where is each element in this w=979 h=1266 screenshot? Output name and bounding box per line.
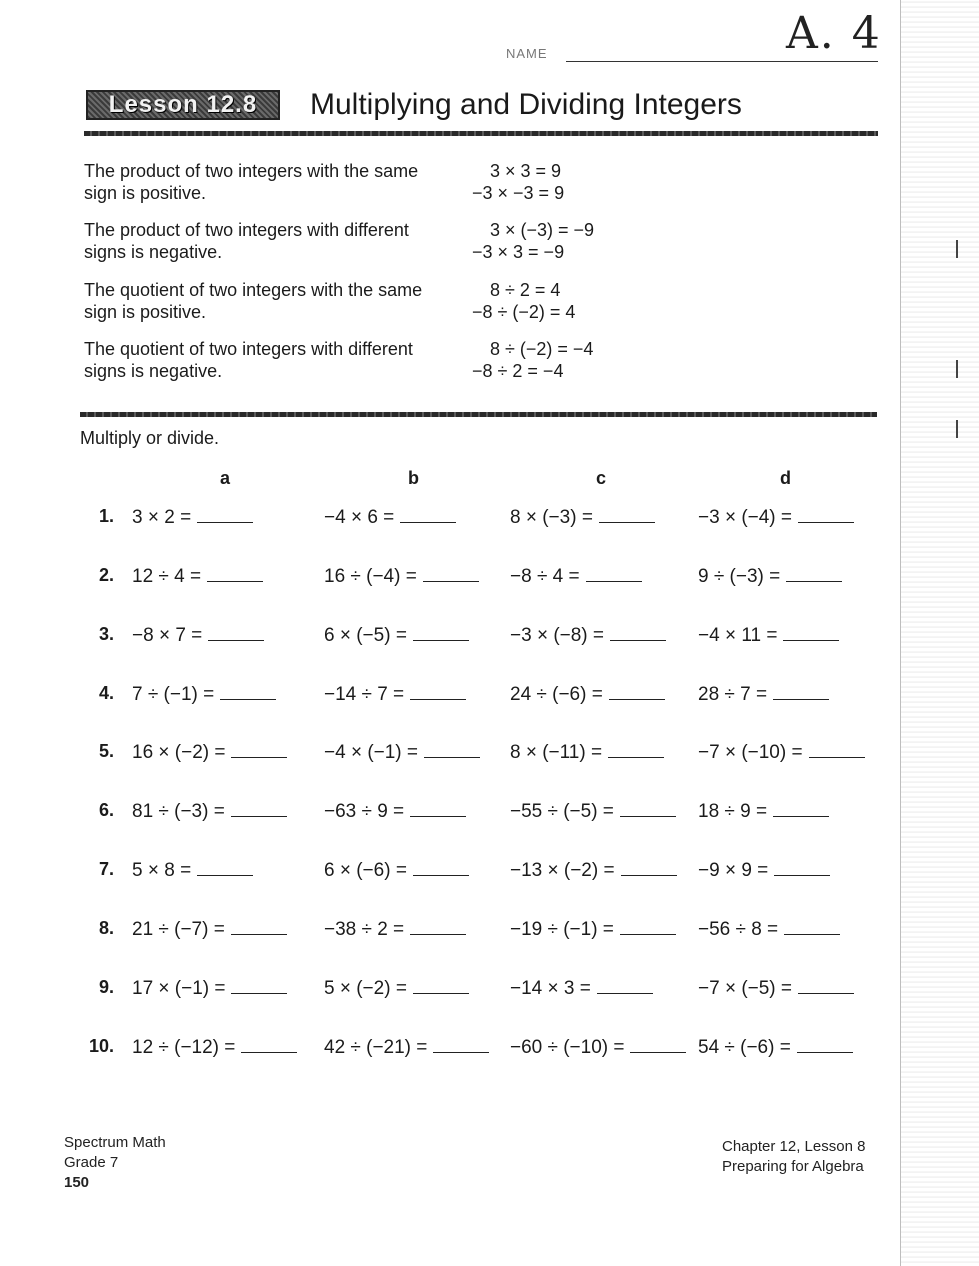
problem-d: 9 ÷ (−3) = [698, 565, 842, 588]
problem-number: 6. [98, 800, 114, 820]
answer-blank[interactable] [586, 565, 642, 582]
answer-blank[interactable] [231, 977, 287, 994]
problem-d: −3 × (−4) = [698, 506, 854, 529]
answer-blank[interactable] [207, 565, 263, 582]
rule-example: −8 ÷ 2 = −4 [472, 361, 564, 381]
answer-blank[interactable] [220, 683, 276, 700]
name-label: NAME [506, 46, 548, 61]
problem-d: −4 × 11 = [698, 624, 839, 647]
instructions: Multiply or divide. [80, 428, 220, 448]
lesson-badge: Lesson 12.8 [86, 90, 280, 120]
problem-row [70, 800, 880, 830]
problem-number: 7. [98, 859, 114, 879]
answer-blank[interactable] [410, 800, 466, 817]
answer-blank[interactable] [423, 565, 479, 582]
answer-blank[interactable] [797, 1036, 853, 1053]
problem-row [70, 741, 880, 771]
answer-blank[interactable] [798, 977, 854, 994]
answer-blank[interactable] [774, 859, 830, 876]
answer-blank[interactable] [773, 800, 829, 817]
problem-b: 42 ÷ (−21) = [324, 1036, 489, 1059]
answer-blank[interactable] [630, 1036, 686, 1053]
problem-d: −7 × (−5) = [698, 977, 854, 1000]
problem-c: −13 × (−2) = [510, 859, 677, 882]
problem-a: 5 × 8 = [132, 859, 253, 882]
problem-b: −63 ÷ 9 = [324, 800, 466, 823]
rule-example: 3 × (−3) = −9 [490, 220, 595, 240]
answer-blank[interactable] [424, 741, 480, 758]
rule-text: The quotient of two integers with different signs is negative. [84, 339, 413, 381]
answer-blank[interactable] [773, 683, 829, 700]
problem-row [70, 977, 880, 1007]
column-header-c: c [596, 468, 607, 488]
problem-a: 7 ÷ (−1) = [132, 683, 276, 706]
problem-c: −8 ÷ 4 = [510, 565, 642, 588]
answer-blank[interactable] [597, 977, 653, 994]
answer-blank[interactable] [620, 800, 676, 817]
problem-number: 5. [98, 741, 114, 761]
problem-a: 81 ÷ (−3) = [132, 800, 287, 823]
problem-c: −55 ÷ (−5) = [510, 800, 676, 823]
answer-blank[interactable] [231, 918, 287, 935]
problem-number: 10. [88, 1036, 114, 1056]
problem-a: 12 ÷ 4 = [132, 565, 263, 588]
answer-blank[interactable] [608, 741, 664, 758]
problem-number: 4. [98, 683, 114, 703]
problem-d: −9 × 9 = [698, 859, 830, 882]
answer-blank[interactable] [783, 624, 839, 641]
edge-mark [956, 240, 958, 258]
rule-example: −8 ÷ (−2) = 4 [472, 302, 576, 322]
problem-b: −38 ÷ 2 = [324, 918, 466, 941]
column-header-a: a [220, 468, 231, 488]
footer-chapter: Chapter 12, Lesson 8 [722, 1138, 866, 1155]
edge-mark [956, 420, 958, 438]
problem-b: 6 × (−6) = [324, 859, 469, 882]
column-header-b: b [408, 468, 419, 488]
rule-example: 8 ÷ (−2) = −4 [490, 339, 594, 359]
problem-d: −7 × (−10) = [698, 741, 865, 764]
answer-blank[interactable] [241, 1036, 297, 1053]
problem-c: 8 × (−11) = [510, 741, 664, 764]
rule-example: 8 ÷ 2 = 4 [490, 280, 561, 300]
answer-blank[interactable] [620, 918, 676, 935]
problem-c: 8 × (−3) = [510, 506, 655, 529]
answer-blank[interactable] [208, 624, 264, 641]
problem-number: 9. [98, 977, 114, 997]
problem-d: 28 ÷ 7 = [698, 683, 829, 706]
scan-edge [900, 0, 979, 1266]
footer-series: Spectrum Math [64, 1134, 166, 1151]
problem-b: 6 × (−5) = [324, 624, 469, 647]
footer-grade: Grade 7 [64, 1154, 119, 1171]
edge-mark [956, 360, 958, 378]
answer-blank[interactable] [433, 1036, 489, 1053]
footer-right [722, 1137, 865, 1177]
problem-b: 16 ÷ (−4) = [324, 565, 479, 588]
problem-row [70, 506, 880, 536]
page-title: Multiplying and Dividing Integers [310, 88, 742, 121]
section-divider [80, 412, 877, 417]
rule-example: −3 × −3 = 9 [472, 183, 565, 203]
problem-c: −60 ÷ (−10) = [510, 1036, 686, 1059]
answer-blank[interactable] [413, 859, 469, 876]
problem-d: 18 ÷ 9 = [698, 800, 829, 823]
answer-blank[interactable] [809, 741, 865, 758]
problem-b: 5 × (−2) = [324, 977, 469, 1000]
problem-c: 24 ÷ (−6) = [510, 683, 665, 706]
handwritten-label: A. 4 [786, 8, 882, 59]
rule-text: The quotient of two integers with the same sign is positive. [84, 280, 423, 322]
problem-number: 1. [98, 506, 114, 526]
answer-blank[interactable] [798, 506, 854, 523]
problem-b: −4 × 6 = [324, 506, 456, 529]
page-number: 150 [64, 1174, 90, 1191]
problem-number: 8. [98, 918, 114, 938]
problem-c: −3 × (−8) = [510, 624, 666, 647]
problem-c: −14 × 3 = [510, 977, 653, 1000]
answer-blank[interactable] [231, 800, 287, 817]
problem-row [70, 859, 880, 889]
column-header-d: d [780, 468, 791, 488]
problem-a: 21 ÷ (−7) = [132, 918, 287, 941]
problem-row [70, 1036, 880, 1066]
problem-a: 3 × 2 = [132, 506, 253, 529]
name-input-line[interactable] [566, 61, 878, 62]
answer-blank[interactable] [197, 859, 253, 876]
problem-a: 16 × (−2) = [132, 741, 287, 764]
answer-blank[interactable] [400, 506, 456, 523]
problem-row [70, 565, 880, 595]
problem-a: 12 ÷ (−12) = [132, 1036, 297, 1059]
answer-blank[interactable] [784, 918, 840, 935]
problem-b: −14 ÷ 7 = [324, 683, 466, 706]
answer-blank[interactable] [231, 741, 287, 758]
answer-blank[interactable] [410, 918, 466, 935]
answer-blank[interactable] [621, 859, 677, 876]
answer-blank[interactable] [599, 506, 655, 523]
answer-blank[interactable] [197, 506, 253, 523]
problem-number: 2. [98, 565, 114, 585]
rule-example: −3 × 3 = −9 [472, 242, 565, 262]
footer-subtitle: Preparing for Algebra [722, 1158, 864, 1175]
problem-row [70, 624, 880, 654]
problem-row [70, 918, 880, 948]
top-divider [84, 131, 878, 136]
answer-blank[interactable] [413, 624, 469, 641]
footer-left [64, 1133, 166, 1193]
answer-blank[interactable] [413, 977, 469, 994]
answer-blank[interactable] [410, 683, 466, 700]
rule-example: 3 × 3 = 9 [490, 161, 562, 181]
problem-a: 17 × (−1) = [132, 977, 287, 1000]
problem-a: −8 × 7 = [132, 624, 264, 647]
problem-d: 54 ÷ (−6) = [698, 1036, 853, 1059]
rule-text: The product of two integers with the same sign is positive. [84, 161, 419, 203]
answer-blank[interactable] [610, 624, 666, 641]
problem-row [70, 683, 880, 713]
rule-text: The product of two integers with different signs is negative. [84, 220, 409, 262]
problem-number: 3. [98, 624, 114, 644]
answer-blank[interactable] [609, 683, 665, 700]
problem-c: −19 ÷ (−1) = [510, 918, 676, 941]
answer-blank[interactable] [786, 565, 842, 582]
problem-b: −4 × (−1) = [324, 741, 480, 764]
problem-d: −56 ÷ 8 = [698, 918, 840, 941]
